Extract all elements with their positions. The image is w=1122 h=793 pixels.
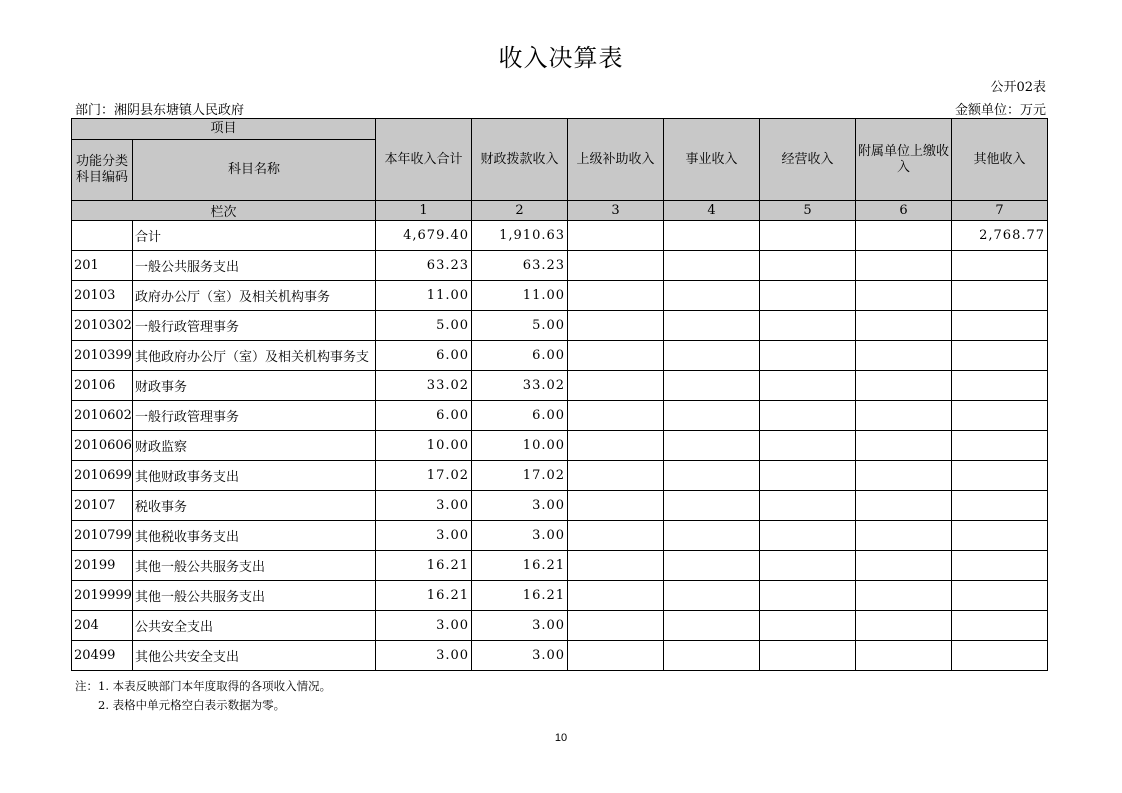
form-number: 公开02表	[990, 80, 1046, 95]
header-col-affiliate-income: 附属单位上缴收入	[856, 119, 952, 201]
row-other-income	[952, 431, 1048, 461]
col-number: 1	[376, 201, 472, 221]
table-row	[72, 491, 1048, 521]
row-operating-income	[760, 491, 856, 521]
row-operating-income	[760, 401, 856, 431]
row-fiscal-appropriation: 3.00	[472, 641, 568, 671]
row-total-income: 10.00	[376, 431, 472, 461]
column-number-row	[72, 201, 1048, 221]
row-code: 201	[72, 251, 133, 281]
row-subject-name: 其他财政事务支出	[133, 461, 376, 491]
row-other-income	[952, 401, 1048, 431]
row-superior-subsidy	[568, 641, 664, 671]
row-code: 20103	[72, 281, 133, 311]
table-row	[72, 461, 1048, 491]
table-row	[72, 371, 1048, 401]
row-code: 204	[72, 611, 133, 641]
row-superior-subsidy	[568, 521, 664, 551]
row-operating-income	[760, 611, 856, 641]
row-operating-income	[760, 371, 856, 401]
row-affiliate-income	[856, 611, 952, 641]
header-col-total-income: 本年收入合计	[376, 119, 472, 201]
row-affiliate-income	[856, 461, 952, 491]
row-total-income: 3.00	[376, 641, 472, 671]
row-code: 20199	[72, 551, 133, 581]
row-code: 20107	[72, 491, 133, 521]
row-total-income: 16.21	[376, 581, 472, 611]
row-business-income	[664, 491, 760, 521]
row-affiliate-income	[856, 251, 952, 281]
row-superior-subsidy	[568, 461, 664, 491]
row-fiscal-appropriation: 6.00	[472, 341, 568, 371]
row-affiliate-income	[856, 341, 952, 371]
amount-unit-label: 金额单位：万元	[954, 103, 1046, 118]
header-col-fiscal-appropriation: 财政拨款收入	[472, 119, 568, 201]
row-business-income	[664, 431, 760, 461]
row-superior-subsidy	[568, 311, 664, 341]
row-affiliate-income	[856, 551, 952, 581]
table-row	[72, 521, 1048, 551]
table-row	[72, 551, 1048, 581]
row-affiliate-income	[856, 431, 952, 461]
row-fiscal-appropriation: 3.00	[472, 611, 568, 641]
row-business-income	[664, 251, 760, 281]
table-row	[72, 221, 1048, 251]
row-total-income: 6.00	[376, 341, 472, 371]
row-subject-name: 公共安全支出	[133, 611, 376, 641]
row-fiscal-appropriation: 16.21	[472, 551, 568, 581]
row-business-income	[664, 311, 760, 341]
header-col-business-income: 事业收入	[664, 119, 760, 201]
row-subject-name: 合计	[133, 221, 376, 251]
row-fiscal-appropriation: 3.00	[472, 491, 568, 521]
row-fiscal-appropriation: 16.21	[472, 581, 568, 611]
row-operating-income	[760, 431, 856, 461]
row-operating-income	[760, 341, 856, 371]
row-fiscal-appropriation: 1,910.63	[472, 221, 568, 251]
row-superior-subsidy	[568, 581, 664, 611]
row-subject-name: 一般公共服务支出	[133, 251, 376, 281]
row-other-income	[952, 551, 1048, 581]
row-code: 2010699	[72, 461, 133, 491]
header-row-item	[72, 119, 1048, 140]
row-operating-income	[760, 641, 856, 671]
row-fiscal-appropriation: 3.00	[472, 521, 568, 551]
header-subject-name: 科目名称	[133, 140, 376, 201]
note-1: 注：1. 本表反映部门本年度取得的各项收入情况。	[75, 679, 332, 693]
row-operating-income	[760, 581, 856, 611]
page-number: 10	[554, 732, 568, 744]
row-other-income	[952, 491, 1048, 521]
row-total-income: 3.00	[376, 611, 472, 641]
row-subject-name: 税收事务	[133, 491, 376, 521]
row-superior-subsidy	[568, 371, 664, 401]
row-total-income: 6.00	[376, 401, 472, 431]
row-affiliate-income	[856, 581, 952, 611]
header-col-superior-subsidy: 上级补助收入	[568, 119, 664, 201]
row-superior-subsidy	[568, 491, 664, 521]
row-affiliate-income	[856, 401, 952, 431]
row-fiscal-appropriation: 33.02	[472, 371, 568, 401]
row-affiliate-income	[856, 281, 952, 311]
col-number: 7	[952, 201, 1048, 221]
row-other-income	[952, 341, 1048, 371]
row-subject-name: 其他一般公共服务支出	[133, 581, 376, 611]
row-subject-name: 其他税收事务支出	[133, 521, 376, 551]
row-affiliate-income	[856, 491, 952, 521]
row-total-income: 3.00	[376, 491, 472, 521]
row-other-income	[952, 251, 1048, 281]
row-fiscal-appropriation: 17.02	[472, 461, 568, 491]
table-row	[72, 431, 1048, 461]
col-number: 5	[760, 201, 856, 221]
col-number: 3	[568, 201, 664, 221]
row-operating-income	[760, 281, 856, 311]
row-subject-name: 其他政府办公厅（室）及相关机构事务支	[133, 341, 376, 371]
row-code: 2010602	[72, 401, 133, 431]
row-superior-subsidy	[568, 281, 664, 311]
row-superior-subsidy	[568, 251, 664, 281]
table-row	[72, 251, 1048, 281]
row-code: 2010799	[72, 521, 133, 551]
row-business-income	[664, 461, 760, 491]
row-operating-income	[760, 311, 856, 341]
row-fiscal-appropriation: 6.00	[472, 401, 568, 431]
row-operating-income	[760, 521, 856, 551]
col-number: 4	[664, 201, 760, 221]
row-operating-income	[760, 251, 856, 281]
col-number: 6	[856, 201, 952, 221]
row-subject-name: 财政事务	[133, 371, 376, 401]
row-affiliate-income	[856, 371, 952, 401]
row-fiscal-appropriation: 5.00	[472, 311, 568, 341]
row-superior-subsidy	[568, 551, 664, 581]
row-subject-name: 其他一般公共服务支出	[133, 551, 376, 581]
table-row	[72, 311, 1048, 341]
row-code: 2019999	[72, 581, 133, 611]
page-title: 收入决算表	[498, 44, 624, 72]
row-operating-income	[760, 221, 856, 251]
row-fiscal-appropriation: 10.00	[472, 431, 568, 461]
row-business-income	[664, 341, 760, 371]
row-total-income: 5.00	[376, 311, 472, 341]
row-total-income: 3.00	[376, 521, 472, 551]
row-other-income	[952, 311, 1048, 341]
row-code: 2010606	[72, 431, 133, 461]
table-row	[72, 341, 1048, 371]
row-business-income	[664, 371, 760, 401]
row-total-income: 17.02	[376, 461, 472, 491]
row-business-income	[664, 641, 760, 671]
row-operating-income	[760, 461, 856, 491]
table-row	[72, 641, 1048, 671]
row-affiliate-income	[856, 311, 952, 341]
row-total-income: 33.02	[376, 371, 472, 401]
row-other-income	[952, 581, 1048, 611]
table-row	[72, 581, 1048, 611]
row-business-income	[664, 221, 760, 251]
row-code: 20106	[72, 371, 133, 401]
row-other-income	[952, 461, 1048, 491]
row-business-income	[664, 401, 760, 431]
row-other-income	[952, 521, 1048, 551]
row-superior-subsidy	[568, 401, 664, 431]
row-total-income: 63.23	[376, 251, 472, 281]
row-business-income	[664, 611, 760, 641]
row-total-income: 16.21	[376, 551, 472, 581]
row-other-income	[952, 641, 1048, 671]
header-col-operating-income: 经营收入	[760, 119, 856, 201]
header-item: 项目	[72, 119, 376, 140]
row-affiliate-income	[856, 521, 952, 551]
table-row	[72, 401, 1048, 431]
row-total-income: 4,679.40	[376, 221, 472, 251]
row-subject-name: 财政监察	[133, 431, 376, 461]
row-code: 2010399	[72, 341, 133, 371]
row-superior-subsidy	[568, 341, 664, 371]
row-code	[72, 221, 133, 251]
row-subject-name: 一般行政管理事务	[133, 401, 376, 431]
row-business-income	[664, 581, 760, 611]
row-fiscal-appropriation: 11.00	[472, 281, 568, 311]
row-affiliate-income	[856, 641, 952, 671]
row-other-income	[952, 371, 1048, 401]
row-superior-subsidy	[568, 611, 664, 641]
row-superior-subsidy	[568, 221, 664, 251]
row-total-income: 11.00	[376, 281, 472, 311]
note-2: 2. 表格中单元格空白表示数据为零。	[98, 698, 286, 712]
row-other-income: 2,768.77	[952, 221, 1048, 251]
table-row	[72, 281, 1048, 311]
row-business-income	[664, 521, 760, 551]
row-superior-subsidy	[568, 431, 664, 461]
row-fiscal-appropriation: 63.23	[472, 251, 568, 281]
header-col-other-income: 其他收入	[952, 119, 1048, 201]
row-other-income	[952, 281, 1048, 311]
row-business-income	[664, 281, 760, 311]
row-code: 20499	[72, 641, 133, 671]
row-business-income	[664, 551, 760, 581]
row-subject-name: 政府办公厅（室）及相关机构事务	[133, 281, 376, 311]
row-subject-name: 其他公共安全支出	[133, 641, 376, 671]
table-row	[72, 611, 1048, 641]
income-final-accounts-table	[71, 118, 1048, 671]
header-func-code: 功能分类科目编码	[72, 140, 133, 201]
row-label-cell: 栏次	[72, 201, 376, 221]
row-other-income	[952, 611, 1048, 641]
row-affiliate-income	[856, 221, 952, 251]
row-subject-name: 一般行政管理事务	[133, 311, 376, 341]
department-label: 部门：湘阴县东塘镇人民政府	[75, 103, 245, 118]
row-operating-income	[760, 551, 856, 581]
col-number: 2	[472, 201, 568, 221]
row-code: 2010302	[72, 311, 133, 341]
